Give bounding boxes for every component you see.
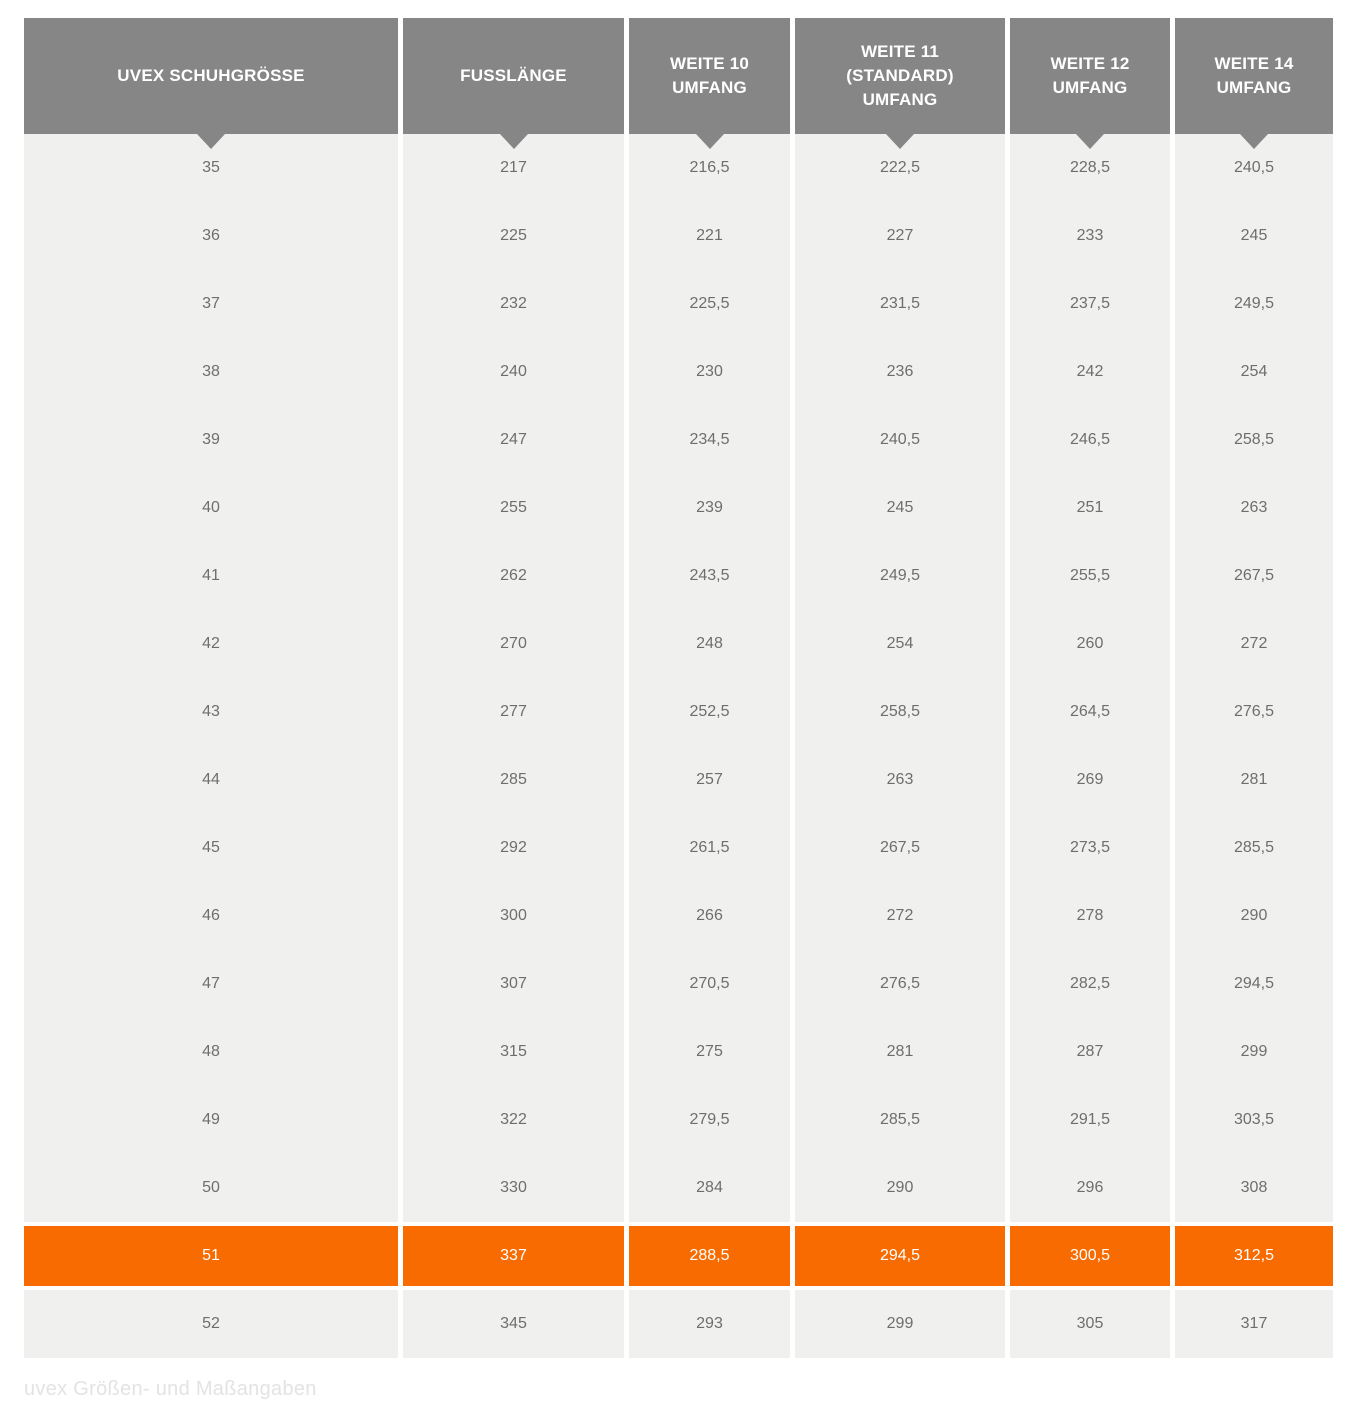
table-cell: 45 [24, 814, 398, 882]
table-cell: 38 [24, 338, 398, 406]
table-cell: 252,5 [629, 678, 790, 746]
table-cell: 248 [629, 610, 790, 678]
table-cell: 254 [1175, 338, 1333, 406]
highlighted-table-cell: 288,5 [629, 1222, 790, 1290]
column-header-3 [795, 18, 1005, 134]
table-cell: 281 [1175, 746, 1333, 814]
header-pointer-down-icon [197, 134, 225, 149]
column-header-line: UMFANG [1052, 78, 1128, 97]
table-cell: 221 [629, 202, 790, 270]
table-cell: 257 [629, 746, 790, 814]
table-cell: 42 [24, 610, 398, 678]
table-cell: 260 [1010, 610, 1170, 678]
column-header-line: UMFANG [1216, 78, 1292, 97]
table-cell: 305 [1010, 1290, 1170, 1358]
table-cell: 48 [24, 1018, 398, 1086]
table-cell: 234,5 [629, 406, 790, 474]
table-cell: 49 [24, 1086, 398, 1154]
table-cell: 317 [1175, 1290, 1333, 1358]
table-cell: 47 [24, 950, 398, 1018]
table-cell: 35 [24, 134, 398, 202]
table-cell: 322 [403, 1086, 624, 1154]
table-cell: 236 [795, 338, 1005, 406]
column-header-line: UMFANG [862, 90, 938, 109]
column-header-line: UVEX SCHUHGRÖSSE [117, 66, 305, 85]
table-cell: 46 [24, 882, 398, 950]
table-cell: 290 [795, 1154, 1005, 1222]
table-cell: 247 [403, 406, 624, 474]
header-pointer-down-icon [696, 134, 724, 149]
table-cell: 300 [403, 882, 624, 950]
table-cell: 43 [24, 678, 398, 746]
table-cell: 232 [403, 270, 624, 338]
table-cell: 267,5 [795, 814, 1005, 882]
table-cell: 240,5 [795, 406, 1005, 474]
table-cell: 258,5 [1175, 406, 1333, 474]
table-cell: 277 [403, 678, 624, 746]
table-cell: 254 [795, 610, 1005, 678]
column-header-5 [1175, 18, 1333, 134]
table-cell: 240 [403, 338, 624, 406]
table-cell: 299 [795, 1290, 1005, 1358]
highlighted-table-cell: 300,5 [1010, 1222, 1170, 1290]
table-cell: 227 [795, 202, 1005, 270]
table-cell: 216,5 [629, 134, 790, 202]
table-cell: 296 [1010, 1154, 1170, 1222]
column-header-line: FUSSLÄNGE [460, 66, 567, 85]
table-cell: 308 [1175, 1154, 1333, 1222]
table-cell: 237,5 [1010, 270, 1170, 338]
column-header-line: UMFANG [672, 78, 747, 97]
header-pointer-down-icon [1076, 134, 1104, 149]
header-pointer-down-icon [1240, 134, 1268, 149]
table-cell: 225,5 [629, 270, 790, 338]
table-cell: 245 [795, 474, 1005, 542]
column-header-2 [629, 18, 790, 134]
table-cell: 245 [1175, 202, 1333, 270]
table-cell: 40 [24, 474, 398, 542]
table-cell: 246,5 [1010, 406, 1170, 474]
column-header-line: WEITE 12 [1050, 54, 1130, 73]
table-cell: 255 [403, 474, 624, 542]
table-cell: 243,5 [629, 542, 790, 610]
table-cell: 272 [795, 882, 1005, 950]
table-cell: 272 [1175, 610, 1333, 678]
table-cell: 44 [24, 746, 398, 814]
table-cell: 251 [1010, 474, 1170, 542]
table-cell: 230 [629, 338, 790, 406]
highlighted-table-cell: 294,5 [795, 1222, 1005, 1290]
table-cell: 269 [1010, 746, 1170, 814]
table-cell: 261,5 [629, 814, 790, 882]
table-caption: uvex Größen- und Maßangaben [24, 1378, 317, 1400]
table-cell: 285,5 [1175, 814, 1333, 882]
table-cell: 303,5 [1175, 1086, 1333, 1154]
column-header-4 [1010, 18, 1170, 134]
table-cell: 345 [403, 1290, 624, 1358]
table-cell: 299 [1175, 1018, 1333, 1086]
table-cell: 266 [629, 882, 790, 950]
table-cell: 282,5 [1010, 950, 1170, 1018]
table-cell: 255,5 [1010, 542, 1170, 610]
table-cell: 291,5 [1010, 1086, 1170, 1154]
table-cell: 279,5 [629, 1086, 790, 1154]
table-cell: 273,5 [1010, 814, 1170, 882]
table-cell: 278 [1010, 882, 1170, 950]
column-header-line: WEITE 11 [860, 42, 940, 61]
table-cell: 263 [1175, 474, 1333, 542]
table-cell: 281 [795, 1018, 1005, 1086]
table-cell: 225 [403, 202, 624, 270]
table-cell: 258,5 [795, 678, 1005, 746]
table-cell: 262 [403, 542, 624, 610]
table-cell: 242 [1010, 338, 1170, 406]
highlighted-table-cell: 312,5 [1175, 1222, 1333, 1290]
table-cell: 36 [24, 202, 398, 270]
table-cell: 270,5 [629, 950, 790, 1018]
table-cell: 217 [403, 134, 624, 202]
table-cell: 228,5 [1010, 134, 1170, 202]
size-table [24, 18, 1333, 1358]
table-cell: 315 [403, 1018, 624, 1086]
table-cell: 276,5 [795, 950, 1005, 1018]
table-cell: 231,5 [795, 270, 1005, 338]
table-cell: 249,5 [1175, 270, 1333, 338]
table-cell: 37 [24, 270, 398, 338]
table-cell: 39 [24, 406, 398, 474]
table-cell: 41 [24, 542, 398, 610]
table-cell: 233 [1010, 202, 1170, 270]
table-cell: 264,5 [1010, 678, 1170, 746]
header-pointer-down-icon [886, 134, 914, 149]
table-cell: 276,5 [1175, 678, 1333, 746]
table-cell: 270 [403, 610, 624, 678]
column-header-1 [403, 18, 624, 134]
table-cell: 222,5 [795, 134, 1005, 202]
table-cell: 285 [403, 746, 624, 814]
column-header-line: WEITE 14 [1214, 54, 1294, 73]
table-cell: 287 [1010, 1018, 1170, 1086]
highlighted-table-cell: 337 [403, 1222, 624, 1290]
table-cell: 292 [403, 814, 624, 882]
table-cell: 284 [629, 1154, 790, 1222]
table-cell: 263 [795, 746, 1005, 814]
table-cell: 294,5 [1175, 950, 1333, 1018]
table-cell: 267,5 [1175, 542, 1333, 610]
column-header-line: (STANDARD) [846, 66, 954, 85]
highlighted-table-cell: 51 [24, 1222, 398, 1290]
table-cell: 52 [24, 1290, 398, 1358]
table-cell: 330 [403, 1154, 624, 1222]
column-header-line: WEITE 10 [669, 54, 750, 73]
table-cell: 307 [403, 950, 624, 1018]
table-cell: 50 [24, 1154, 398, 1222]
table-cell: 240,5 [1175, 134, 1333, 202]
table-cell: 290 [1175, 882, 1333, 950]
table-cell: 249,5 [795, 542, 1005, 610]
table-cell: 285,5 [795, 1086, 1005, 1154]
table-cell: 293 [629, 1290, 790, 1358]
table-cell: 275 [629, 1018, 790, 1086]
header-pointer-down-icon [500, 134, 528, 149]
table-cell: 239 [629, 474, 790, 542]
column-header-0 [24, 18, 398, 134]
